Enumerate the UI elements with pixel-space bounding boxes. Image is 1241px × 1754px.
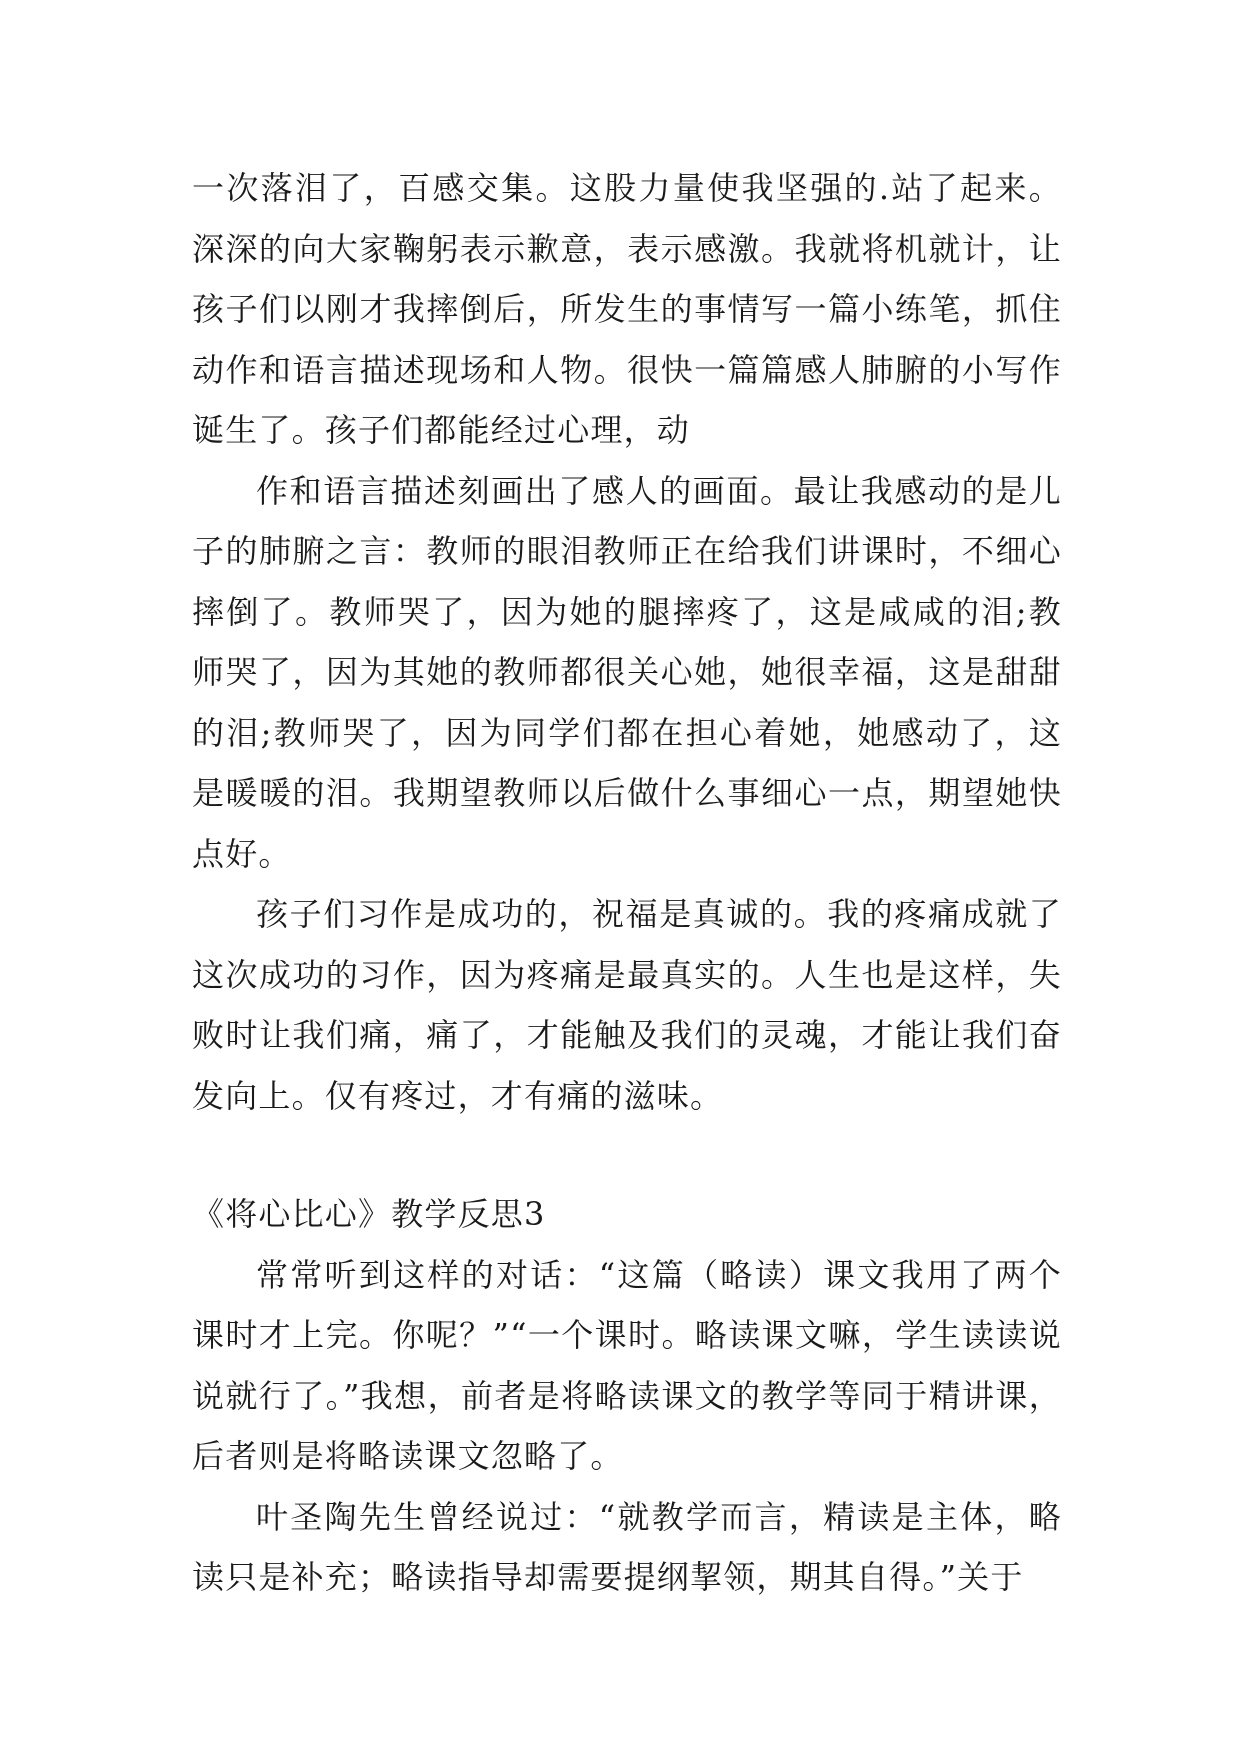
paragraph: 叶圣陶先生曾经说过：“就教学而言，精读是主体，略读只是补充；略读指导却需要提纲挈领，期其自得。”关于: [192, 1497, 1062, 1596]
paragraph: 常常听到这样的对话：“这篇（略读）课文我用了两个课时才上完。你呢？”“一个课时。略读课文嘛，学生读读说说就行了。”我想，前者是将略读课文的教学等同于精讲课，后者则是将略读课文忽略了。: [192, 1255, 1062, 1475]
document-body: [192, 158, 1062, 1608]
paragraph: 孩子们习作是成功的，祝福是真诚的。我的疼痛成就了这次成功的习作，因为疼痛是最真实的。人生也是这样，失败时让我们痛，痛了，才能触及我们的灵魂，才能让我们奋发向上。仅有疼过，才有痛的滋味。: [192, 895, 1062, 1115]
paragraph: 作和语言描述刻画出了感人的画面。最让我感动的是儿子的肺腑之言：教师的眼泪教师正在给我们讲课时，不细心摔倒了。教师哭了，因为她的腿摔疼了，这是咸咸的泪;教师哭了，因为其她的教师都很关心她，她很幸福，这是甜甜的泪;教师哭了，因为同学们都在担心着她，她感动了，这是暖暖的泪。我期望教师以后做什么事细心一点，期望她快点好。: [192, 471, 1062, 873]
paragraph-continuation: 一次落泪了，百感交集。这股力量使我坚强的.站了起来。深深的向大家鞠躬表示歉意，表示感激。我就将机就计，让孩子们以刚才我摔倒后，所发生的事情写一篇小练笔，抓住动作和语言描述现场和人物。很快一篇篇感人肺腑的小写作诞生了。孩子们都能经过心理，动: [192, 169, 1062, 449]
section-title: 《将心比心》教学反思3: [192, 1195, 546, 1233]
